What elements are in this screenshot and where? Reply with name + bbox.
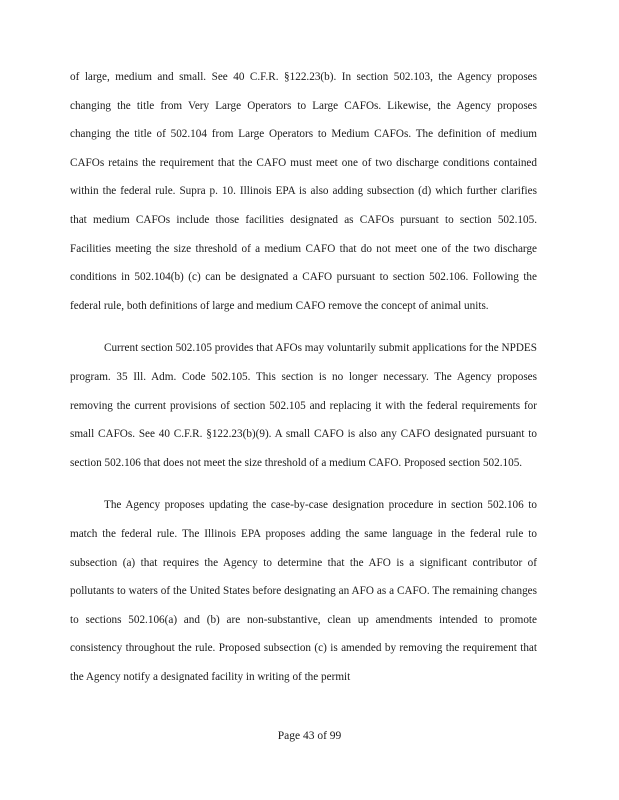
page-number: Page 43 of 99 <box>277 730 342 742</box>
paragraph-section-502-106: The Agency proposes updating the case-by-case designation procedure in section 502.106 to match the federal rule. The Illinois EPA proposes adding the same language in the federal rule to subsection (a) that requires the Agency to determine that the AFO is a significant contributor of pollutants to waters of the United States before designating an AFO as a CAFO. The remaining changes to sections 502.106(a) and (b) are non-substantive, clean up amendments intended to promote consistency throughout the rule. Proposed subsection (c) is amended by removing the requirement that the Agency notify a designated facility in writing of the permit <box>70 499 537 683</box>
paragraph-continuation: of large, medium and small. See 40 C.F.R. §122.23(b). In section 502.103, the Agency proposes changing the title from Very Large Operators to Large CAFOs. Likewise, the Agency proposes changing the title of 502.104 from Large Operators to Medium CAFOs. The definition of medium CAFOs retains the requirement that the CAFO must meet one of two discharge conditions contained within the federal rule. Supra p. 10. Illinois EPA is also adding subsection (d) which further clarifies that medium CAFOs include those facilities designated as CAFOs pursuant to section 502.105. Facilities meeting the size threshold of a medium CAFO that do not meet one of the two discharge conditions in 502.104(b) (c) can be designated a CAFO pursuant to section 502.106. Following the federal rule, both definitions of large and medium CAFO remove the concept of animal units. <box>70 71 537 312</box>
body-text <box>70 63 537 691</box>
paragraph-section-502-105: Current section 502.105 provides that AFOs may voluntarily submit applications for the NPDES program. 35 Ill. Adm. Code 502.105. This section is no longer necessary. The Agency proposes removing the current provisions of section 502.105 and replacing it with the federal requirements for small CAFOs. See 40 C.F.R. §122.23(b)(9). A small CAFO is also any CAFO designated pursuant to section 502.106 that does not meet the size threshold of a medium CAFO. Proposed section 502.105. <box>70 342 537 469</box>
